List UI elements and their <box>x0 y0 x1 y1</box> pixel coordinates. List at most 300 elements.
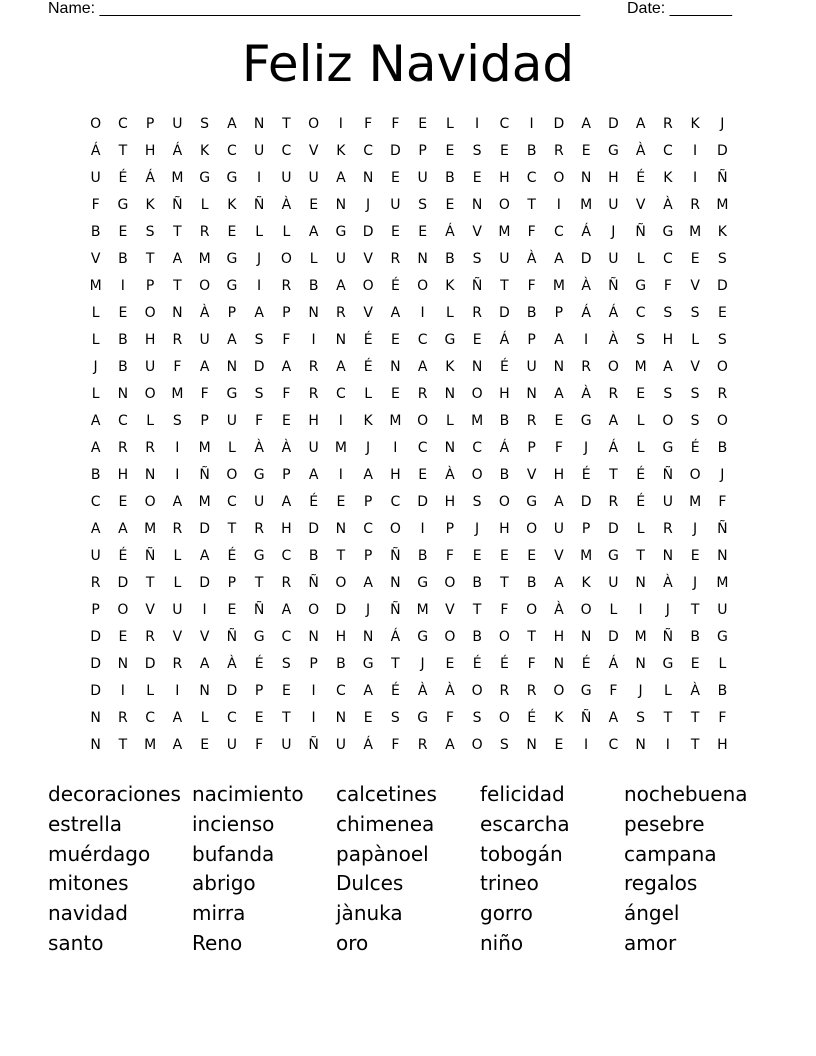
grid-letter[interactable]: L <box>609 602 618 618</box>
grid-letter[interactable]: G <box>362 656 374 672</box>
grid-letter[interactable]: V <box>90 251 101 267</box>
grid-letter[interactable]: N <box>335 332 347 348</box>
grid-letter[interactable]: F <box>663 278 672 294</box>
grid-letter[interactable]: E <box>581 143 591 159</box>
grid-letter[interactable]: E <box>227 602 237 618</box>
grid-letter[interactable]: S <box>717 251 727 267</box>
grid-letter[interactable]: É <box>690 440 700 456</box>
grid-letter[interactable]: R <box>145 629 155 645</box>
grid-letter[interactable]: M <box>716 575 729 591</box>
grid-letter[interactable]: À <box>199 305 210 321</box>
grid-letter[interactable]: E <box>281 683 291 699</box>
grid-letter[interactable]: T <box>254 575 264 591</box>
grid-letter[interactable]: I <box>556 197 561 213</box>
grid-letter[interactable]: C <box>117 116 128 132</box>
grid-letter[interactable]: K <box>445 359 455 375</box>
grid-letter[interactable]: B <box>118 332 128 348</box>
grid-letter[interactable]: O <box>498 629 510 645</box>
grid-letter[interactable]: D <box>90 656 102 672</box>
grid-letter[interactable]: A <box>363 683 373 699</box>
grid-letter[interactable]: K <box>717 224 727 240</box>
grid-letter[interactable]: F <box>718 494 727 510</box>
grid-letter[interactable]: E <box>390 170 400 186</box>
grid-letter[interactable]: N <box>90 710 101 726</box>
grid-letter[interactable]: C <box>417 332 428 348</box>
grid-letter[interactable]: P <box>282 467 291 483</box>
grid-letter[interactable]: R <box>690 197 700 213</box>
grid-letter[interactable]: E <box>717 305 727 321</box>
grid-letter[interactable]: O <box>308 602 320 618</box>
grid-letter[interactable]: M <box>144 737 157 753</box>
grid-letter[interactable]: N <box>553 359 565 375</box>
grid-letter[interactable]: R <box>663 116 673 132</box>
grid-letter[interactable]: K <box>363 413 373 429</box>
grid-letter[interactable]: J <box>257 251 262 267</box>
grid-letter[interactable]: O <box>471 683 483 699</box>
grid-letter[interactable]: K <box>227 197 237 213</box>
grid-letter[interactable]: U <box>608 197 619 213</box>
grid-letter[interactable]: B <box>90 467 101 483</box>
grid-letter[interactable]: Ñ <box>471 278 483 294</box>
date-field-label[interactable]: Date: _______ <box>627 0 732 17</box>
grid-letter[interactable]: E <box>472 170 482 186</box>
grid-letter[interactable]: T <box>690 602 700 618</box>
grid-letter[interactable]: E <box>418 467 428 483</box>
grid-letter[interactable]: Á <box>581 224 591 240</box>
grid-letter[interactable]: G <box>226 170 238 186</box>
grid-letter[interactable]: O <box>117 602 129 618</box>
grid-letter[interactable]: Ñ <box>199 467 210 483</box>
grid-letter[interactable]: Á <box>363 737 373 753</box>
grid-letter[interactable]: O <box>417 278 429 294</box>
grid-letter[interactable]: Á <box>499 332 510 348</box>
grid-letter[interactable]: A <box>227 116 237 132</box>
grid-letter[interactable]: E <box>690 656 700 672</box>
grid-letter[interactable]: E <box>472 332 482 348</box>
grid-letter[interactable]: D <box>90 629 102 645</box>
grid-letter[interactable]: V <box>690 359 700 375</box>
grid-letter[interactable]: A <box>254 305 264 321</box>
grid-letter[interactable]: V <box>445 602 455 618</box>
grid-letter[interactable]: B <box>717 440 728 456</box>
grid-letter[interactable]: I <box>338 467 343 483</box>
grid-letter[interactable]: M <box>89 278 102 294</box>
grid-letter[interactable]: P <box>581 521 591 537</box>
grid-letter[interactable]: V <box>145 602 155 618</box>
grid-letter[interactable]: A <box>90 440 101 456</box>
grid-letter[interactable]: É <box>254 656 264 672</box>
grid-letter[interactable]: C <box>281 143 292 159</box>
grid-letter[interactable]: R <box>118 440 128 456</box>
grid-letter[interactable]: K <box>200 143 210 159</box>
grid-letter[interactable]: U <box>254 494 265 510</box>
grid-letter[interactable]: T <box>336 548 346 564</box>
grid-letter[interactable]: B <box>499 413 510 429</box>
grid-letter[interactable]: L <box>173 548 182 564</box>
grid-letter[interactable]: T <box>173 224 182 240</box>
grid-letter[interactable]: M <box>634 359 647 375</box>
grid-letter[interactable]: G <box>417 629 429 645</box>
grid-letter[interactable]: C <box>226 143 237 159</box>
grid-letter[interactable]: R <box>308 386 319 402</box>
grid-letter[interactable]: R <box>145 440 155 456</box>
grid-letter[interactable]: E <box>690 548 700 564</box>
grid-letter[interactable]: M <box>389 413 402 429</box>
grid-letter[interactable]: B <box>717 683 728 699</box>
grid-letter[interactable]: N <box>526 386 537 402</box>
grid-letter[interactable]: Ñ <box>253 602 265 618</box>
grid-letter[interactable]: K <box>336 143 346 159</box>
grid-letter[interactable]: H <box>662 332 674 348</box>
grid-letter[interactable]: H <box>499 386 510 402</box>
grid-letter[interactable]: F <box>527 656 536 672</box>
grid-letter[interactable]: E <box>118 224 128 240</box>
grid-letter[interactable]: S <box>200 116 210 132</box>
grid-letter[interactable]: C <box>553 224 564 240</box>
grid-letter[interactable]: D <box>226 683 238 699</box>
grid-letter[interactable]: T <box>282 116 291 132</box>
grid-letter[interactable]: R <box>554 143 564 159</box>
grid-letter[interactable]: E <box>499 548 509 564</box>
grid-letter[interactable]: O <box>389 521 401 537</box>
grid-letter[interactable]: C <box>145 710 156 726</box>
grid-letter[interactable]: I <box>120 278 125 294</box>
grid-letter[interactable]: A <box>554 575 564 591</box>
grid-letter[interactable]: R <box>281 575 292 591</box>
grid-letter[interactable]: À <box>663 575 673 591</box>
grid-letter[interactable]: L <box>445 413 454 429</box>
grid-letter[interactable]: M <box>198 251 211 267</box>
grid-letter[interactable]: F <box>527 224 536 240</box>
grid-letter[interactable]: M <box>580 548 593 564</box>
grid-letter[interactable]: J <box>366 197 371 213</box>
grid-letter[interactable]: U <box>308 170 319 186</box>
grid-letter[interactable]: G <box>417 710 429 726</box>
grid-letter[interactable]: N <box>580 629 592 645</box>
grid-letter[interactable]: E <box>200 737 210 753</box>
grid-letter[interactable]: U <box>281 737 292 753</box>
grid-letter[interactable]: A <box>635 116 646 132</box>
grid-letter[interactable]: M <box>552 278 565 294</box>
grid-letter[interactable]: N <box>471 359 483 375</box>
grid-letter[interactable]: F <box>391 116 400 132</box>
grid-letter[interactable]: D <box>716 143 728 159</box>
grid-letter[interactable]: Á <box>608 305 619 321</box>
grid-letter[interactable]: H <box>144 143 156 159</box>
grid-letter[interactable]: C <box>363 521 374 537</box>
grid-letter[interactable]: N <box>635 575 646 591</box>
grid-letter[interactable]: T <box>500 278 509 294</box>
grid-letter[interactable]: C <box>662 251 673 267</box>
grid-letter[interactable]: A <box>172 737 183 753</box>
grid-letter[interactable]: T <box>391 656 400 672</box>
grid-letter[interactable]: I <box>665 737 670 753</box>
grid-letter[interactable]: J <box>366 440 371 456</box>
grid-letter[interactable]: A <box>390 305 401 321</box>
grid-letter[interactable]: T <box>118 143 128 159</box>
grid-letter[interactable]: S <box>663 305 673 321</box>
grid-letter[interactable]: G <box>417 575 429 591</box>
grid-letter[interactable]: R <box>472 305 482 321</box>
grid-letter[interactable]: À <box>281 197 292 213</box>
grid-letter[interactable]: F <box>718 710 727 726</box>
grid-letter[interactable]: N <box>662 548 674 564</box>
grid-letter[interactable]: L <box>364 386 373 402</box>
grid-letter[interactable]: O <box>526 521 538 537</box>
grid-letter[interactable]: G <box>662 224 674 240</box>
grid-letter[interactable]: I <box>693 170 698 186</box>
grid-letter[interactable]: L <box>445 116 454 132</box>
grid-letter[interactable]: V <box>690 278 700 294</box>
grid-letter[interactable]: G <box>607 548 619 564</box>
grid-letter[interactable]: R <box>608 386 619 402</box>
grid-letter[interactable]: A <box>172 251 183 267</box>
grid-letter[interactable]: N <box>444 440 456 456</box>
grid-letter[interactable]: E <box>118 305 128 321</box>
grid-letter[interactable]: C <box>363 143 374 159</box>
grid-letter[interactable]: B <box>472 575 482 591</box>
grid-letter[interactable]: O <box>471 737 483 753</box>
grid-letter[interactable]: B <box>118 251 128 267</box>
grid-letter[interactable]: O <box>335 575 347 591</box>
grid-letter[interactable]: O <box>199 278 211 294</box>
grid-letter[interactable]: U <box>145 359 156 375</box>
grid-letter[interactable]: N <box>635 656 646 672</box>
grid-letter[interactable]: O <box>471 386 483 402</box>
grid-letter[interactable]: S <box>254 332 264 348</box>
grid-letter[interactable]: N <box>144 467 156 483</box>
grid-letter[interactable]: B <box>118 359 128 375</box>
grid-letter[interactable]: G <box>226 386 238 402</box>
grid-letter[interactable]: E <box>390 386 400 402</box>
grid-letter[interactable]: E <box>281 413 291 429</box>
grid-letter[interactable]: D <box>607 521 619 537</box>
grid-letter[interactable]: I <box>584 737 589 753</box>
grid-letter[interactable]: E <box>554 413 564 429</box>
grid-letter[interactable]: O <box>280 251 292 267</box>
grid-letter[interactable]: I <box>338 413 343 429</box>
grid-letter[interactable]: C <box>281 548 292 564</box>
grid-letter[interactable]: T <box>118 737 128 753</box>
grid-letter[interactable]: G <box>226 278 238 294</box>
grid-letter[interactable]: V <box>199 629 210 645</box>
grid-letter[interactable]: J <box>693 575 698 591</box>
grid-letter[interactable]: N <box>253 116 265 132</box>
grid-letter[interactable]: F <box>255 413 264 429</box>
grid-letter[interactable]: A <box>281 359 292 375</box>
grid-letter[interactable]: N <box>172 305 183 321</box>
grid-letter[interactable]: G <box>662 656 674 672</box>
grid-letter[interactable]: O <box>662 413 674 429</box>
grid-letter[interactable]: P <box>309 656 318 672</box>
grid-letter[interactable]: E <box>118 494 128 510</box>
grid-letter[interactable]: F <box>255 737 264 753</box>
grid-letter[interactable]: O <box>144 305 156 321</box>
grid-letter[interactable]: A <box>172 494 183 510</box>
grid-letter[interactable]: À <box>445 683 455 699</box>
grid-letter[interactable]: A <box>663 359 673 375</box>
grid-letter[interactable]: U <box>281 170 292 186</box>
grid-letter[interactable]: Ñ <box>390 548 401 564</box>
grid-letter[interactable]: C <box>90 494 101 510</box>
grid-letter[interactable]: B <box>308 548 319 564</box>
grid-letter[interactable]: E <box>554 737 564 753</box>
grid-letter[interactable]: E <box>690 251 700 267</box>
grid-letter[interactable]: U <box>608 575 619 591</box>
grid-letter[interactable]: A <box>608 710 619 726</box>
grid-letter[interactable]: V <box>554 548 564 564</box>
grid-letter[interactable]: S <box>172 413 182 429</box>
grid-letter[interactable]: K <box>663 170 673 186</box>
grid-letter[interactable]: R <box>172 521 183 537</box>
grid-letter[interactable]: Ñ <box>608 278 619 294</box>
grid-letter[interactable]: L <box>663 683 672 699</box>
grid-letter[interactable]: P <box>363 548 373 564</box>
grid-letter[interactable]: S <box>418 197 428 213</box>
grid-letter[interactable]: G <box>580 413 592 429</box>
grid-letter[interactable]: R <box>172 332 183 348</box>
grid-letter[interactable]: É <box>118 170 128 186</box>
grid-letter[interactable]: N <box>335 197 347 213</box>
grid-letter[interactable]: E <box>499 143 509 159</box>
grid-letter[interactable]: L <box>636 413 645 429</box>
grid-letter[interactable]: R <box>417 737 428 753</box>
grid-letter[interactable]: Á <box>390 629 401 645</box>
grid-letter[interactable]: G <box>635 278 647 294</box>
grid-letter[interactable]: P <box>91 602 100 618</box>
grid-letter[interactable]: I <box>638 602 643 618</box>
grid-letter[interactable]: H <box>499 170 510 186</box>
grid-letter[interactable]: A <box>417 359 428 375</box>
grid-letter[interactable]: É <box>581 467 591 483</box>
grid-letter[interactable]: I <box>475 116 480 132</box>
grid-letter[interactable]: À <box>690 683 700 699</box>
grid-letter[interactable]: R <box>663 521 673 537</box>
grid-letter[interactable]: O <box>498 197 510 213</box>
grid-letter[interactable]: M <box>689 494 702 510</box>
grid-letter[interactable]: R <box>526 413 537 429</box>
grid-letter[interactable]: P <box>282 305 291 321</box>
grid-letter[interactable]: É <box>636 170 646 186</box>
grid-letter[interactable]: E <box>527 548 537 564</box>
grid-letter[interactable]: I <box>257 170 262 186</box>
grid-letter[interactable]: F <box>282 386 291 402</box>
grid-letter[interactable]: D <box>389 143 401 159</box>
grid-letter[interactable]: À <box>526 251 537 267</box>
grid-letter[interactable]: A <box>608 413 619 429</box>
grid-letter[interactable]: N <box>471 197 483 213</box>
grid-letter[interactable]: M <box>171 386 184 402</box>
grid-letter[interactable]: H <box>390 467 401 483</box>
grid-letter[interactable]: D <box>362 224 374 240</box>
grid-letter[interactable]: B <box>472 629 482 645</box>
grid-letter[interactable]: V <box>526 467 537 483</box>
grid-letter[interactable]: D <box>607 629 619 645</box>
grid-letter[interactable]: K <box>554 710 564 726</box>
grid-letter[interactable]: I <box>257 278 262 294</box>
grid-letter[interactable]: T <box>145 575 155 591</box>
grid-letter[interactable]: U <box>172 602 183 618</box>
grid-letter[interactable]: F <box>609 683 618 699</box>
grid-letter[interactable]: E <box>472 548 482 564</box>
grid-letter[interactable]: M <box>144 521 157 537</box>
grid-letter[interactable]: L <box>91 305 100 321</box>
grid-letter[interactable]: L <box>636 251 645 267</box>
grid-letter[interactable]: E <box>309 197 319 213</box>
grid-letter[interactable]: É <box>118 548 128 564</box>
grid-letter[interactable]: M <box>334 440 347 456</box>
grid-letter[interactable]: U <box>608 251 619 267</box>
grid-letter[interactable]: O <box>417 413 429 429</box>
grid-letter[interactable]: A <box>363 575 373 591</box>
grid-letter[interactable]: B <box>499 467 510 483</box>
grid-letter[interactable]: O <box>226 467 238 483</box>
grid-letter[interactable]: K <box>445 278 455 294</box>
grid-letter[interactable]: M <box>716 197 729 213</box>
grid-letter[interactable]: U <box>335 251 346 267</box>
grid-letter[interactable]: D <box>716 278 728 294</box>
grid-letter[interactable]: I <box>202 602 207 618</box>
grid-letter[interactable]: S <box>390 710 400 726</box>
grid-letter[interactable]: C <box>472 440 483 456</box>
grid-letter[interactable]: A <box>90 521 101 537</box>
grid-letter[interactable]: A <box>554 386 564 402</box>
grid-letter[interactable]: C <box>417 440 428 456</box>
grid-letter[interactable]: K <box>145 197 155 213</box>
grid-letter[interactable]: E <box>445 143 455 159</box>
grid-letter[interactable]: É <box>363 332 373 348</box>
grid-letter[interactable]: T <box>227 521 237 537</box>
grid-letter[interactable]: À <box>663 197 673 213</box>
grid-letter[interactable]: À <box>635 143 646 159</box>
grid-letter[interactable]: O <box>526 602 538 618</box>
grid-letter[interactable]: D <box>580 251 592 267</box>
grid-letter[interactable]: E <box>254 710 264 726</box>
grid-letter[interactable]: N <box>226 359 238 375</box>
grid-letter[interactable]: P <box>200 413 209 429</box>
grid-letter[interactable]: E <box>227 224 237 240</box>
grid-letter[interactable]: A <box>554 332 564 348</box>
grid-letter[interactable]: V <box>363 305 373 321</box>
grid-letter[interactable]: U <box>199 332 210 348</box>
grid-letter[interactable]: É <box>472 656 482 672</box>
grid-letter[interactable]: J <box>366 602 371 618</box>
grid-letter[interactable]: I <box>393 440 398 456</box>
grid-letter[interactable]: S <box>281 656 291 672</box>
grid-letter[interactable]: H <box>717 737 728 753</box>
grid-letter[interactable]: D <box>144 656 156 672</box>
grid-letter[interactable]: G <box>117 197 129 213</box>
grid-letter[interactable]: G <box>526 494 538 510</box>
grid-letter[interactable]: R <box>90 575 101 591</box>
grid-letter[interactable]: B <box>445 170 455 186</box>
grid-letter[interactable]: V <box>363 251 373 267</box>
grid-letter[interactable]: I <box>175 467 180 483</box>
grid-letter[interactable]: O <box>498 494 510 510</box>
grid-letter[interactable]: H <box>308 413 319 429</box>
grid-letter[interactable]: Ñ <box>308 575 319 591</box>
grid-letter[interactable]: A <box>281 602 292 618</box>
grid-letter[interactable]: S <box>472 710 482 726</box>
grid-letter[interactable]: F <box>173 359 182 375</box>
grid-letter[interactable]: N <box>717 548 728 564</box>
grid-letter[interactable]: L <box>718 656 727 672</box>
grid-letter[interactable]: P <box>227 575 237 591</box>
grid-letter[interactable]: S <box>663 386 673 402</box>
grid-letter[interactable]: E <box>390 224 400 240</box>
grid-letter[interactable]: U <box>172 116 183 132</box>
grid-letter[interactable]: P <box>527 440 536 456</box>
